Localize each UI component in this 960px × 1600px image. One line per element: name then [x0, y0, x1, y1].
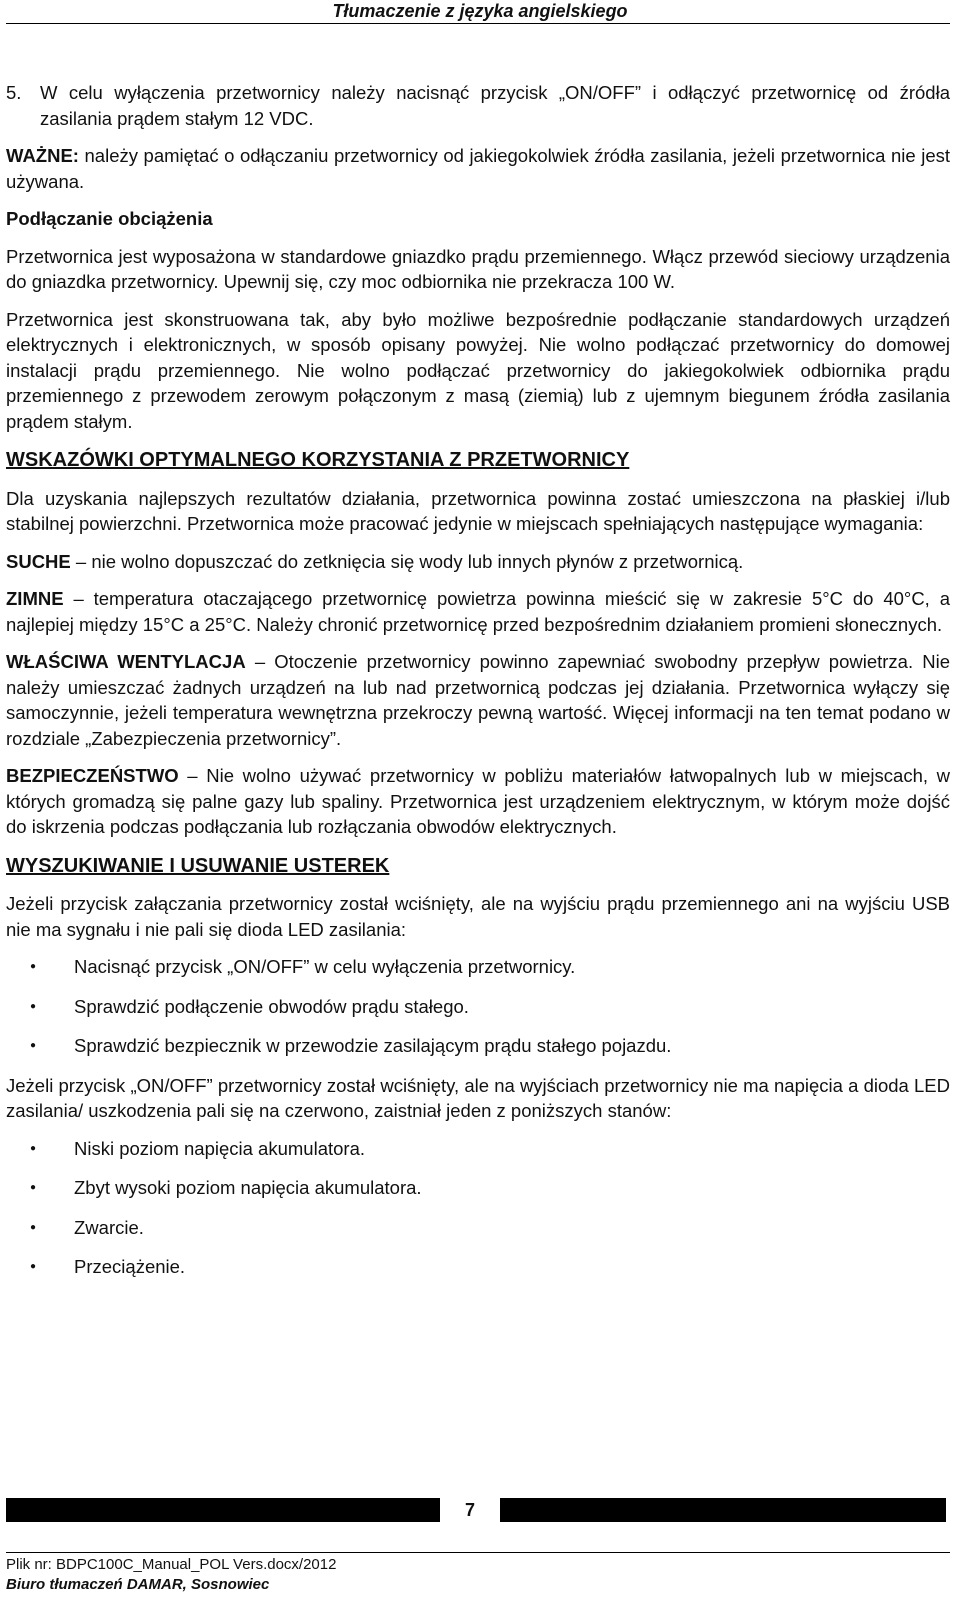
troubleshooting-heading: WYSZUKIWANIE I USUWANIE USTEREK — [6, 854, 390, 877]
list-item: ● Niski poziom napięcia akumulatora. — [6, 1136, 950, 1162]
requirement-cool — [6, 586, 950, 637]
requirement-text: – temperatura otaczającego przetwornicę powietrza powinna mieścić się w zakresie 5°C do 40°C, a najlepiej między 15°C a 25°C. Należy chronić przetwornicę przed bezpośrednim działaniem promieni słonecznych. — [6, 588, 950, 635]
list-item: ● Nacisnąć przycisk „ON/OFF” w celu wyłączenia przetwornicy. — [6, 954, 950, 980]
footer-office: Biuro tłumaczeń DAMAR, Sosnowiec — [6, 1576, 270, 1593]
document-body — [6, 80, 950, 1294]
bullet-list-2 — [6, 1136, 950, 1280]
list-item: ● Sprawdzić bezpiecznik w przewodzie zasilającym prądu stałego pojazdu. — [6, 1033, 950, 1059]
troubleshooting-intro-1: Jeżeli przycisk załączania przetwornicy został wciśnięty, ale na wyjściu prądu przemiennego ani na wyjściu USB nie ma sygnału i nie pali się dioda LED zasilania: — [6, 893, 950, 940]
requirement-text: – Nie wolno używać przetwornicy w pobliżu materiałów łatwopalnych lub w miejscach, w których gromadzą się palne gazy lub spaliny. Przetwornica jest urządzeniem elektrycznym, w którym może dojść do iskrzenia podczas podłączania lub rozłączania obwodów elektrycznych. — [6, 765, 950, 837]
item-number: 5. — [6, 82, 22, 103]
requirement-safety — [6, 763, 950, 840]
requirement-label: BEZPIECZEŃSTWO — [6, 765, 179, 786]
important-note — [6, 143, 950, 194]
list-item: ● Zbyt wysoki poziom napięcia akumulatora. — [6, 1175, 950, 1201]
requirement-ventilation — [6, 649, 950, 751]
important-label: WAŻNE: — [6, 145, 79, 166]
numbered-item-5 — [6, 80, 950, 131]
load-section-heading: Podłączanie obciążenia — [6, 208, 213, 229]
requirement-dry — [6, 549, 950, 575]
page-number: 7 — [440, 1498, 500, 1522]
header-title: Tłumaczenie z języka angielskiego — [332, 1, 628, 21]
important-text: należy pamiętać o odłączaniu przetwornicy od jakiegokolwiek źródła zasilania, jeżeli przetwornica nie jest używana. — [6, 145, 950, 192]
footer-file-id: Plik nr: BDPC100C_Manual_POL Vers.docx/2012 — [6, 1556, 337, 1573]
load-paragraph-2: Przetwornica jest skonstruowana tak, aby było możliwe bezpośrednie podłączanie standardowych urządzeń elektrycznych i elektronicznych, w sposób opisany powyżej. Nie wolno podłączać przetwornicy do domowej instalacji prądu przemiennego. Nie wolno podłączać przetwornicy do jakiegokolwiek odbiornika prądu przemiennego z przewodem zerowym połączonym z masą (ziemią) lub z ujemnym biegunem źródła zasilania prądem stałym. — [6, 308, 950, 432]
tips-intro: Dla uzyskania najlepszych rezultatów działania, przetwornica powinna zostać umieszczona na płaskiej i/lub stabilnej powierzchni. Przetwornica może pracować jedynie w miejscach spełniających następujące wymagania: — [6, 487, 950, 534]
tips-section-heading: WSKAZÓWKI OPTYMALNEGO KORZYSTANIA Z PRZETWORNICY — [6, 449, 630, 471]
requirement-label: SUCHE — [6, 550, 71, 572]
requirement-text: – nie wolno dopuszczać do zetknięcia się wody lub innych płynów z przetwornicą. — [70, 550, 744, 572]
header-divider — [6, 23, 950, 24]
requirement-text: – Otoczenie przetwornicy powinno zapewniać swobodny przepływ powietrza. Nie należy umieszczać żadnych urządzeń na lub nad przetwornicą podczas jej działania. Przetwornica wyłączy się samoczynnie, jeżeli temperatura wewnętrzna przekroczy pewną wartość. Więcej informacji na ten temat podano w rozdziale „Zabezpieczenia przetwornicy”. — [6, 651, 951, 749]
requirement-label: WŁAŚCIWA WENTYLACJA — [6, 651, 246, 672]
list-item: ● Zwarcie. — [6, 1215, 950, 1241]
bullet-list-1 — [6, 954, 950, 1059]
load-paragraph-1: Przetwornica jest wyposażona w standardowe gniazdko prądu przemiennego. Włącz przewód sieciowy urządzenia do gniazdka przetwornicy. Upewnij się, czy moc odbiornika nie przekracza 100 W. — [6, 245, 950, 292]
requirement-label: ZIMNE — [6, 588, 64, 609]
troubleshooting-intro-2: Jeżeli przycisk „ON/OFF” przetwornicy został wciśnięty, ale na wyjściach przetwornicy nie ma napięcia a dioda LED zasilania/ uszkodzenia pali się na czerwono, zaistniał jeden z poniższych stanów: — [6, 1074, 950, 1121]
list-item: ● Przeciążenie. — [6, 1254, 950, 1280]
footer-divider — [6, 1552, 950, 1553]
item-text: W celu wyłączenia przetwornicy należy nacisnąć przycisk „ON/OFF” i odłączyć przetwornicę od źródła zasilania prądem stałym 12 VDC. — [40, 82, 950, 129]
list-item: ● Sprawdzić podłączenie obwodów prądu stałego. — [6, 994, 950, 1020]
